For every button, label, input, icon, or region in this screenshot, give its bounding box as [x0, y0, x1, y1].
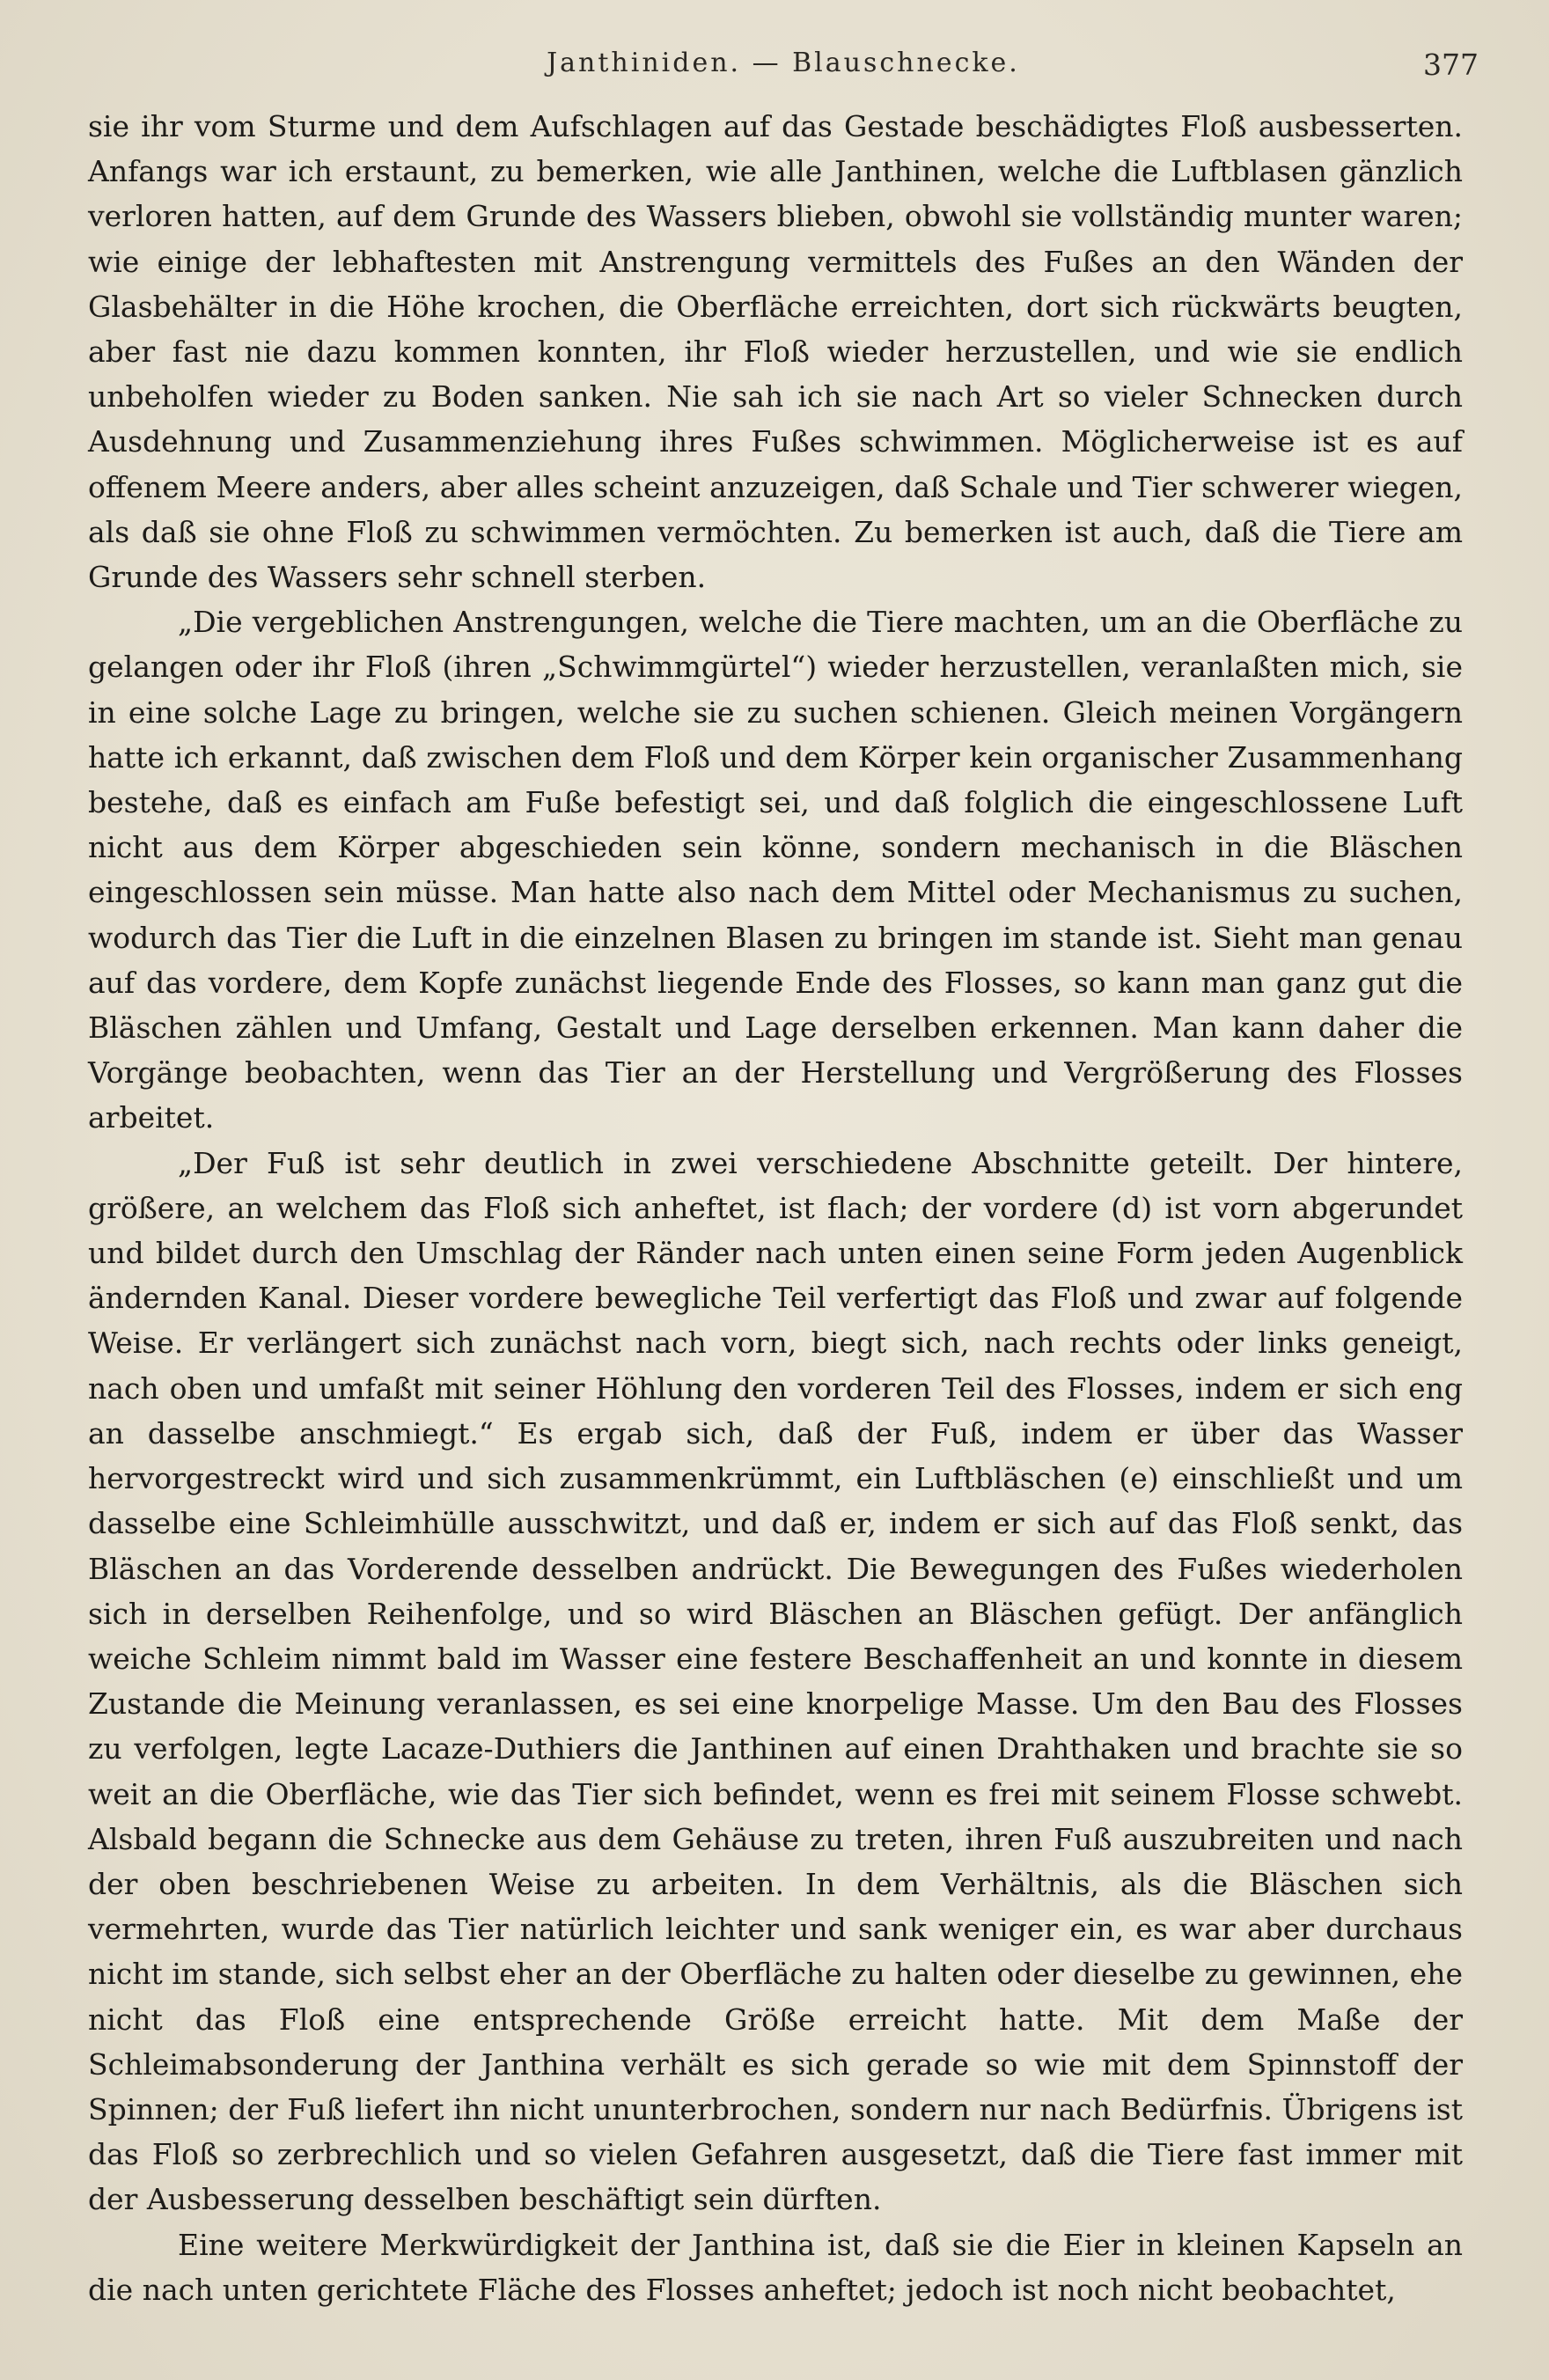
body-text: [88, 104, 1463, 2312]
running-title: Janthiniden. — Blauschnecke.: [547, 48, 1020, 78]
paragraph-quote-fuss: „Der Fuß ist sehr deutlich in zwei verschiedene Abschnitte geteilt. Der hintere, größere, an welchem das Floß sich anheftet, ist flach; der vordere (d) ist vorn abgerundet und bildet durch den Umschlag der Ränder nach unten einen seine Form jeden Augenblick ändernden Kanal. Dieser vordere bewegliche Teil verfertigt das Floß und zwar auf folgende Weise. Er verlängert sich zunächst nach vorn, biegt sich, nach rechts oder links geneigt, nach oben und umfaßt mit seiner Höhlung den vorderen Teil des Flosses, indem er sich eng an dasselbe anschmiegt.“ Es ergab sich, daß der Fuß, indem er über das Wasser hervorgestreckt wird und sich zusammenkrümmt, ein Luftbläschen (e) einschließt und um dasselbe eine Schleimhülle ausschwitzt, und daß er, indem er sich auf das Floß senkt, das Bläschen an das Vorderende desselben andrückt. Die Bewegungen des Fußes wiederholen sich in derselben Reihenfolge, und so wird Bläschen an Bläschen gefügt. Der anfänglich weiche Schleim nimmt bald im Wasser eine festere Beschaffenheit an und konnte in diesem Zustande die Meinung veranlassen, es sei eine knorpelige Masse. Um den Bau des Flosses zu verfolgen, legte Lacaze-Duthiers die Janthinen auf einen Drahthaken und brachte sie so weit an die Oberfläche, wie das Tier sich befindet, wenn es frei mit seinem Flosse schwebt. Alsbald begann die Schnecke aus dem Gehäuse zu treten, ihren Fuß auszubreiten und nach der oben beschriebenen Weise zu arbeiten. In dem Verhältnis, als die Bläschen sich vermehrten, wurde das Tier natürlich leichter und sank weniger ein, es war aber durchaus nicht im stande, sich selbst eher an der Oberfläche zu halten oder dieselbe zu gewinnen, ehe nicht das Floß eine entsprechende Größe erreicht hatte. Mit dem Maße der Schleimabsonderung der Janthina verhält es sich gerade so wie mit dem Spinnstoff der Spinnen; der Fuß liefert ihn nicht ununterbrochen, sondern nur nach Bedürfnis. Übrigens ist das Floß so zerbrechlich und so vielen Gefahren ausgesetzt, daß die Tiere fast immer mit der Ausbesserung desselben beschäftigt sein dürften.: [88, 1145, 1463, 2217]
running-head: [88, 42, 1479, 86]
page-number: 377: [1423, 48, 1479, 82]
paragraph-continued: sie ihr vom Sturme und dem Aufschlagen auf das Gestade beschädigtes Floß ausbesserten. Anfangs war ich erstaunt, zu bemerken, wie alle Janthinen, welche die Luftblasen gänzlich verloren hatten, auf dem Grunde des Wassers blieben, obwohl sie vollständig munter waren; wie einige der lebhaftesten mit Anstrengung vermittels des Fußes an den Wänden der Glasbehälter in die Höhe krochen, die Oberfläche erreichten, dort sich rückwärts beugten, aber fast nie dazu kommen konnten, ihr Floß wieder herzustellen, und wie sie endlich unbeholfen wieder zu Boden sanken. Nie sah ich sie nach Art so vieler Schnecken durch Ausdehnung und Zusammenziehung ihres Fußes schwimmen. Möglicherweise ist es auf offenem Meere anders, aber alles scheint anzuzeigen, daß Schale und Tier schwerer wiegen, als daß sie ohne Floß zu schwimmen vermöchten. Zu bemerken ist auch, daß die Tiere am Grunde des Wassers sehr schnell sterben.: [88, 109, 1463, 595]
paragraph-eier: Eine weitere Merkwürdigkeit der Janthina ist, daß sie die Eier in kleinen Kapseln an die nach unten gerichtete Fläche des Flosses anheftet; jedoch ist noch nicht beobachtet,: [88, 2227, 1463, 2307]
paragraph-quote-anstrengungen: „Die vergeblichen Anstrengungen, welche die Tiere machten, um an die Oberfläche zu gelangen oder ihr Floß (ihren „Schwimmgürtel“) wieder herzustellen, veranlaßten mich, sie in eine solche Lage zu bringen, welche sie zu suchen schienen. Gleich meinen Vorgängern hatte ich erkannt, daß zwischen dem Floß und dem Körper kein organischer Zusammenhang bestehe, daß es einfach am Fuße befestigt sei, und daß folglich die eingeschlossene Luft nicht aus dem Körper abgeschieden sein könne, sondern mechanisch in die Bläschen eingeschlossen sein müsse. Man hatte also nach dem Mittel oder Mechanismus zu suchen, wodurch das Tier die Luft in die einzelnen Blasen zu bringen im stande ist. Sieht man genau auf das vordere, dem Kopfe zunächst liegende Ende des Flosses, so kann man ganz gut die Bläschen zählen und Umfang, Gestalt und Lage derselben erkennen. Man kann daher die Vorgänge beobachten, wenn das Tier an der Herstellung und Vergrößerung des Flosses arbeitet.: [88, 605, 1463, 1135]
